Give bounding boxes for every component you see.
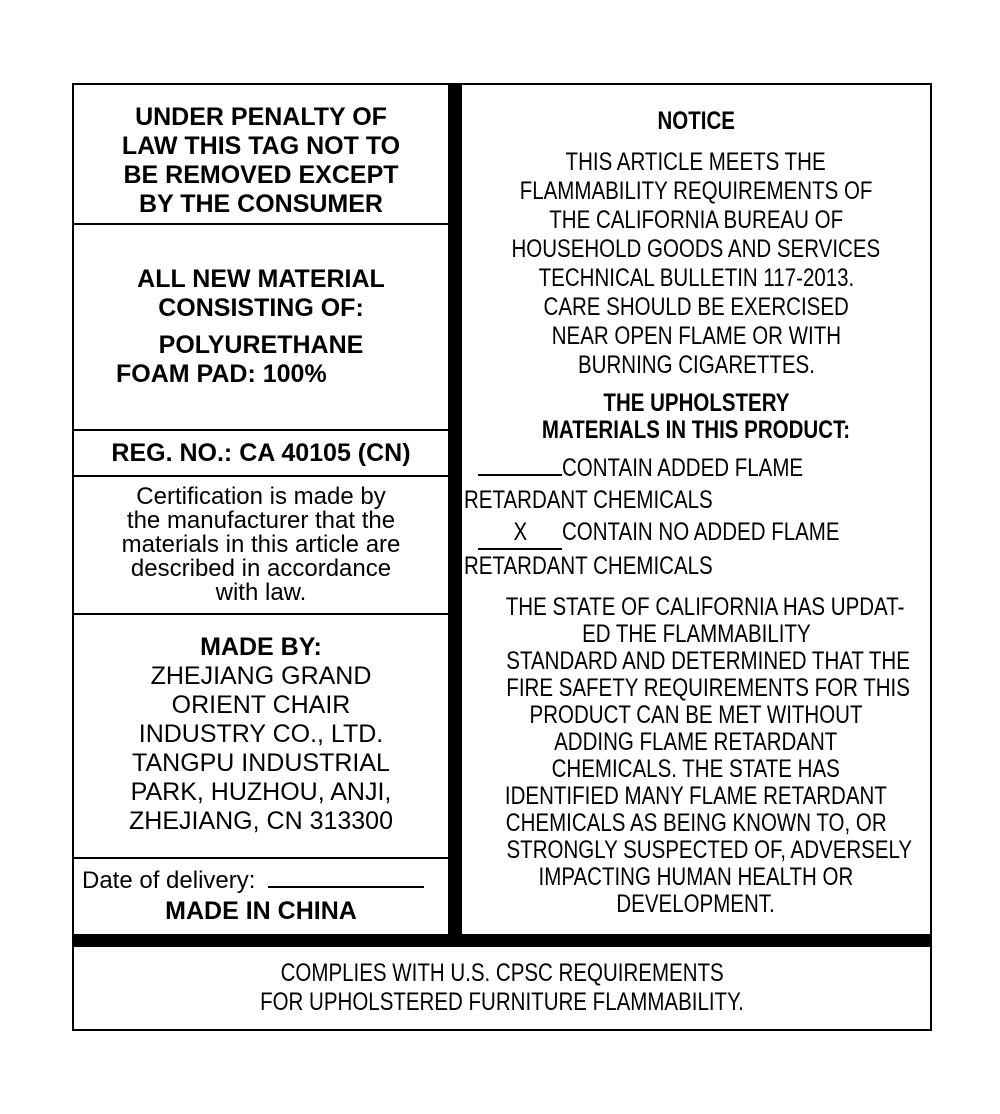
material-name: POLYURETHANE: [158, 331, 364, 359]
warning-line: LAW THIS TAG NOT TO: [121, 132, 401, 160]
material-heading: CONSISTING OF:: [158, 294, 364, 322]
statement-line: DEVELOPMENT.: [616, 890, 776, 918]
notice-line: FLAMMABILITY REQUIREMENTS OF: [519, 177, 873, 205]
notice-line: THIS ARTICLE MEETS THE: [565, 148, 827, 176]
column-divider: [448, 85, 462, 934]
statement-line: THE STATE OF CALIFORNIA HAS UPDAT-: [505, 593, 905, 621]
certification-line: described in accordance: [130, 555, 392, 582]
manufacturer-line: INDUSTRY CO., LTD.: [138, 720, 384, 748]
delivery-date-blank: [268, 868, 424, 888]
manufacturer-section: [74, 615, 448, 859]
notice-line: CARE SHOULD BE EXERCISED: [543, 293, 849, 321]
notice-line: BURNING CIGARETTES.: [577, 351, 815, 379]
upholstery-heading-line: THE UPHOLSTERY: [602, 389, 790, 417]
right-column: [462, 85, 930, 934]
certification-line: materials in this article are: [121, 531, 401, 558]
statement-line: ED THE FLAMMABILITY: [581, 620, 811, 648]
state-statement: [462, 594, 930, 918]
option-none-text: RETARDANT CHEMICALS: [464, 552, 713, 580]
statement-line: IDENTIFIED MANY FLAME RETARDANT: [505, 782, 887, 810]
statement-line: STANDARD AND DETERMINED THAT THE: [506, 647, 910, 675]
manufacturer-line: PARK, HUZHOU, ANJI,: [130, 778, 392, 806]
footer-line: FOR UPHOLSTERED FURNITURE FLAMMABILITY.: [260, 988, 744, 1016]
material-content-section: [74, 225, 448, 431]
certification-line: with law.: [215, 579, 307, 606]
upholstery-heading: [462, 390, 930, 444]
statement-line: CHEMICALS. THE STATE HAS: [551, 755, 841, 783]
statement-line: STRONGLY SUSPECTED OF, ADVERSELY: [506, 836, 913, 864]
flame-retardant-options: [462, 452, 930, 582]
registration-number: REG. NO.: CA 40105 (CN): [74, 431, 448, 477]
notice-body: [462, 148, 930, 380]
notice-line: TECHNICAL BULLETIN 117-2013.: [538, 264, 854, 292]
notice-title-text: NOTICE: [657, 107, 735, 135]
left-column: [74, 85, 448, 934]
statement-line: FIRE SAFETY REQUIREMENTS FOR THIS: [506, 674, 910, 702]
checkmark-x: X: [513, 518, 527, 546]
certification-line: Certification is made by: [136, 483, 386, 510]
option-added-text: RETARDANT CHEMICALS: [464, 486, 713, 514]
material-heading: ALL NEW MATERIAL: [137, 265, 385, 293]
notice-line: THE CALIFORNIA BUREAU OF: [549, 206, 843, 234]
manufacturer-line: ZHEJIANG, CN 313300: [129, 807, 393, 835]
statement-line: CHEMICALS AS BEING KNOWN TO, OR: [505, 809, 887, 837]
footer-divider: [74, 934, 930, 947]
upholstery-heading-line: MATERIALS IN THIS PRODUCT:: [541, 416, 851, 444]
delivery-origin-section: [74, 859, 448, 934]
option-none-checkmark: [478, 516, 562, 550]
warning-line: BE REMOVED EXCEPT: [123, 161, 399, 189]
country-of-origin: MADE IN CHINA: [165, 897, 357, 925]
statement-line: IMPACTING HUMAN HEALTH OR: [538, 863, 854, 891]
made-by-label: MADE BY:: [200, 633, 322, 661]
statement-line: PRODUCT CAN BE MET WITHOUT: [529, 701, 863, 729]
option-none-text: CONTAIN NO ADDED FLAME: [562, 518, 840, 546]
manufacturer-line: ZHEJIANG GRAND: [150, 662, 372, 690]
warning-line: UNDER PENALTY OF: [135, 103, 387, 131]
option-added-chemicals: [464, 452, 930, 516]
option-added-text: CONTAIN ADDED FLAME: [562, 454, 804, 482]
manufacturer-line: ORIENT CHAIR: [171, 691, 351, 719]
notice-title: [462, 107, 930, 136]
manufacturer-line: TANGPU INDUSTRIAL: [132, 749, 390, 777]
cpsc-compliance-footer: [74, 947, 930, 1029]
certification-statement: [74, 477, 448, 615]
notice-line: NEAR OPEN FLAME OR WITH: [551, 322, 841, 350]
notice-line: HOUSEHOLD GOODS AND SERVICES: [511, 235, 881, 263]
option-added-blank: [478, 452, 562, 476]
option-no-added-chemicals: [464, 516, 930, 582]
warning-line: BY THE CONSUMER: [138, 190, 383, 218]
footer-line: COMPLIES WITH U.S. CPSC REQUIREMENTS: [280, 959, 724, 987]
delivery-date-row: [74, 867, 448, 895]
certification-line: the manufacturer that the: [126, 507, 396, 534]
delivery-date-label: Date of delivery:: [82, 867, 256, 894]
removal-warning: [74, 85, 448, 225]
statement-line: ADDING FLAME RETARDANT: [554, 728, 838, 756]
material-percentage: FOAM PAD: 100%: [116, 360, 327, 388]
law-label-tag: [72, 83, 932, 1031]
